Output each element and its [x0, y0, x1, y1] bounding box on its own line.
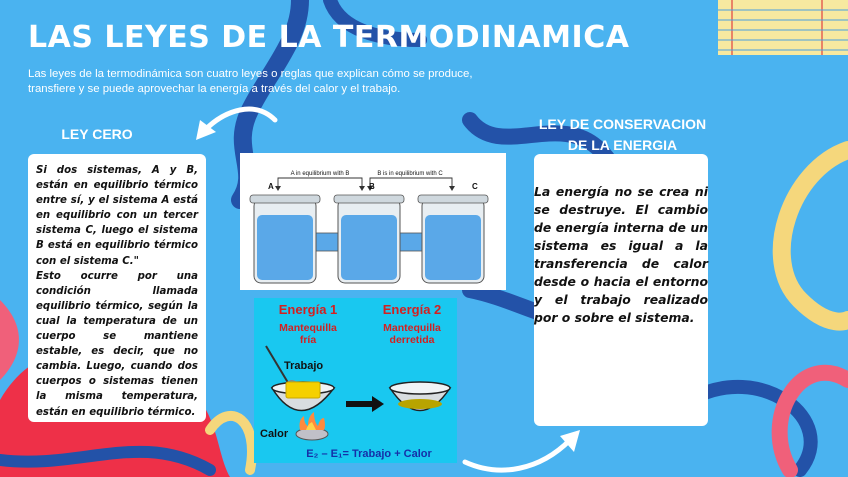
- conservacion-body: La energía no se crea ni se destruye. El cambio de energía interna de un sistema es igual a la transferencia de calor desde o hacia el entorno y el trabajo realizado por o sobre el sistema.: [534, 184, 708, 325]
- ley-cero-body-2: Esto ocurre por una condición llamada equilibrio térmico, según la cual la temperatura de un cuerpo se mantiene estable, es decir, que no cambia. Luego, cuando dos cuerpos o sistemas tienen la misma temperatura, están en equilibrio térmico.: [36, 270, 198, 418]
- beaker-b: [334, 195, 404, 283]
- transition-arrow: [346, 396, 384, 412]
- beaker-c: [418, 195, 488, 283]
- energia-1-label: Energía 1: [278, 302, 338, 317]
- ley-cero-card: [28, 154, 206, 422]
- beaker-a-label: A: [268, 182, 274, 191]
- beakers-illustration: [240, 153, 506, 290]
- ley-cero-heading: LEY CERO: [61, 126, 133, 142]
- notepad-decoration: [718, 0, 848, 55]
- mantequilla-derretida-line1: Mantequilla: [383, 322, 441, 334]
- page-subtitle: Las leyes de la termodinámica son cuatro leyes o reglas que explican cómo se produce, transfiere y se puede aprovechar la energía a través del calor y el trabajo.: [28, 68, 473, 95]
- energy-figure: [254, 298, 457, 463]
- conservacion-heading-line2: DE LA ENERGIA: [567, 137, 678, 153]
- bowl-cold-butter: [272, 382, 334, 411]
- mantequilla-fria-line2: fría: [299, 334, 317, 346]
- pink-blob-left: [0, 300, 19, 380]
- notepad-lines: [718, 0, 848, 55]
- calor-label: Calor: [260, 428, 289, 440]
- arrow-ab: [278, 178, 362, 188]
- ley-cero-body-1: Si dos sistemas, A y B, están en equilibrio térmico entre sí, y el sistema A está en equilibrio con un tercer sistema C, luego el sistema B está en equilibrio térmico con el sistema C.": [36, 165, 198, 267]
- energy-illustration: [254, 298, 457, 463]
- beaker-c-label: C: [472, 182, 478, 191]
- white-arrow-bottom: [465, 440, 570, 470]
- arrow-bc: [370, 178, 452, 188]
- bowl-melted-butter: [390, 382, 450, 411]
- conservacion-heading: [530, 114, 715, 156]
- arrow-ab-label: A in equilibrium with B: [290, 171, 350, 177]
- mantequilla-fria-line1: Mantequilla: [279, 322, 337, 334]
- conservacion-heading-line1: LEY DE CONSERVACION: [538, 116, 707, 132]
- energia-2-label: Energía 2: [382, 302, 442, 317]
- beaker-b-label: B: [369, 182, 375, 191]
- trabajo-label: Trabajo: [284, 360, 324, 372]
- conservacion-card: [534, 154, 708, 426]
- yellow-curve-right: [782, 150, 848, 322]
- beaker-a: [250, 195, 320, 283]
- page-title: LAS LEYES DE LA TERMODINAMICA: [28, 20, 630, 55]
- beakers-figure: [240, 153, 506, 290]
- arrow-bc-label: B is in equilibrium with C: [377, 171, 443, 177]
- mantequilla-derretida-line2: derretida: [389, 334, 435, 346]
- energy-formula: E₂ – E₁= Trabajo + Calor: [306, 448, 432, 460]
- burner-flame-icon: [296, 412, 328, 440]
